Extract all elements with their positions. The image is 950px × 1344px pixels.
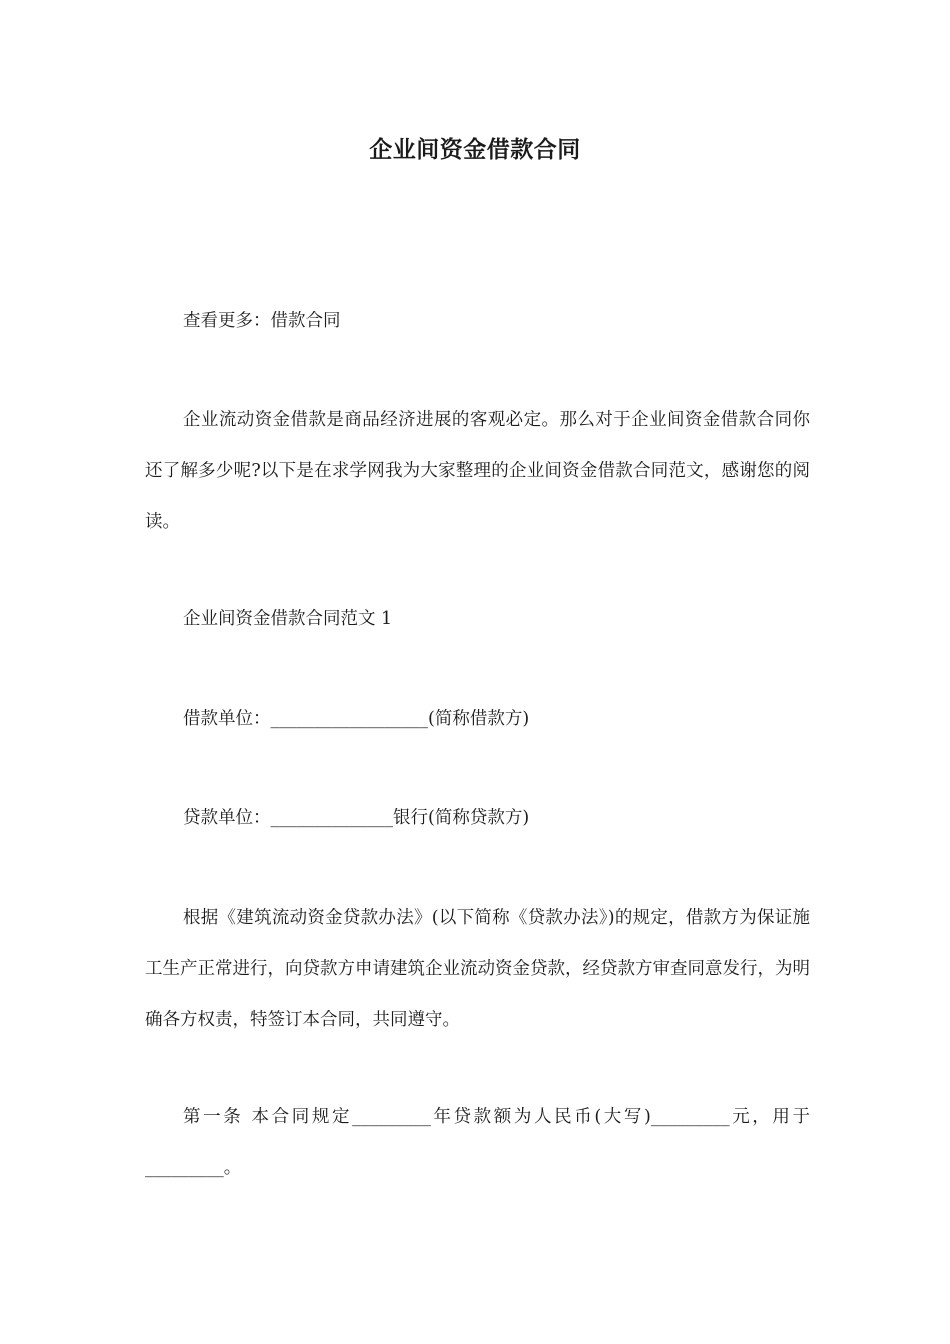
article-1-part3: 元，用于 bbox=[729, 1107, 811, 1127]
article-1-part2: 年贷款额为人民币(大写) bbox=[430, 1107, 651, 1127]
article-1-blank2: _________ bbox=[650, 1107, 730, 1127]
article-1-blank3: _________ bbox=[145, 1158, 224, 1178]
see-more-line: 查看更多：借款合同 bbox=[183, 311, 341, 331]
borrower-label: 借款单位： bbox=[183, 709, 271, 729]
article-1-part4: 。 bbox=[223, 1158, 242, 1178]
document-title: 企业间资金借款合同 bbox=[369, 137, 581, 163]
lender-suffix: 银行(简称贷款方) bbox=[393, 808, 530, 828]
article-1-blank1: _________ bbox=[352, 1107, 431, 1127]
borrower-line bbox=[145, 694, 810, 745]
section-heading: 企业间资金借款合同范文 1 bbox=[183, 609, 393, 629]
borrower-blank: __________________ bbox=[270, 709, 428, 729]
intro-paragraph: 企业流动资金借款是商品经济进展的客观必定。那么对于企业间资金借款合同你还了解多少呢?以下是在求学网我为大家整理的企业间资金借款合同范文，感谢您的阅读。 bbox=[145, 410, 810, 532]
lender-blank: ______________ bbox=[270, 808, 393, 828]
borrower-suffix: (简称借款方) bbox=[428, 709, 530, 729]
lender-line bbox=[145, 793, 810, 844]
article-1-part1: 第一条 本合同规定 bbox=[183, 1107, 353, 1127]
article-1 bbox=[145, 1092, 810, 1194]
basis-paragraph: 根据《建筑流动资金贷款办法》(以下简称《贷款办法》)的规定，借款方为保证施工生产正常进行，向贷款方申请建筑企业流动资金贷款，经贷款方审查同意发行，为明确各方权责，特签订本合同，共同遵守。 bbox=[145, 908, 810, 1030]
lender-label: 贷款单位： bbox=[183, 808, 271, 828]
